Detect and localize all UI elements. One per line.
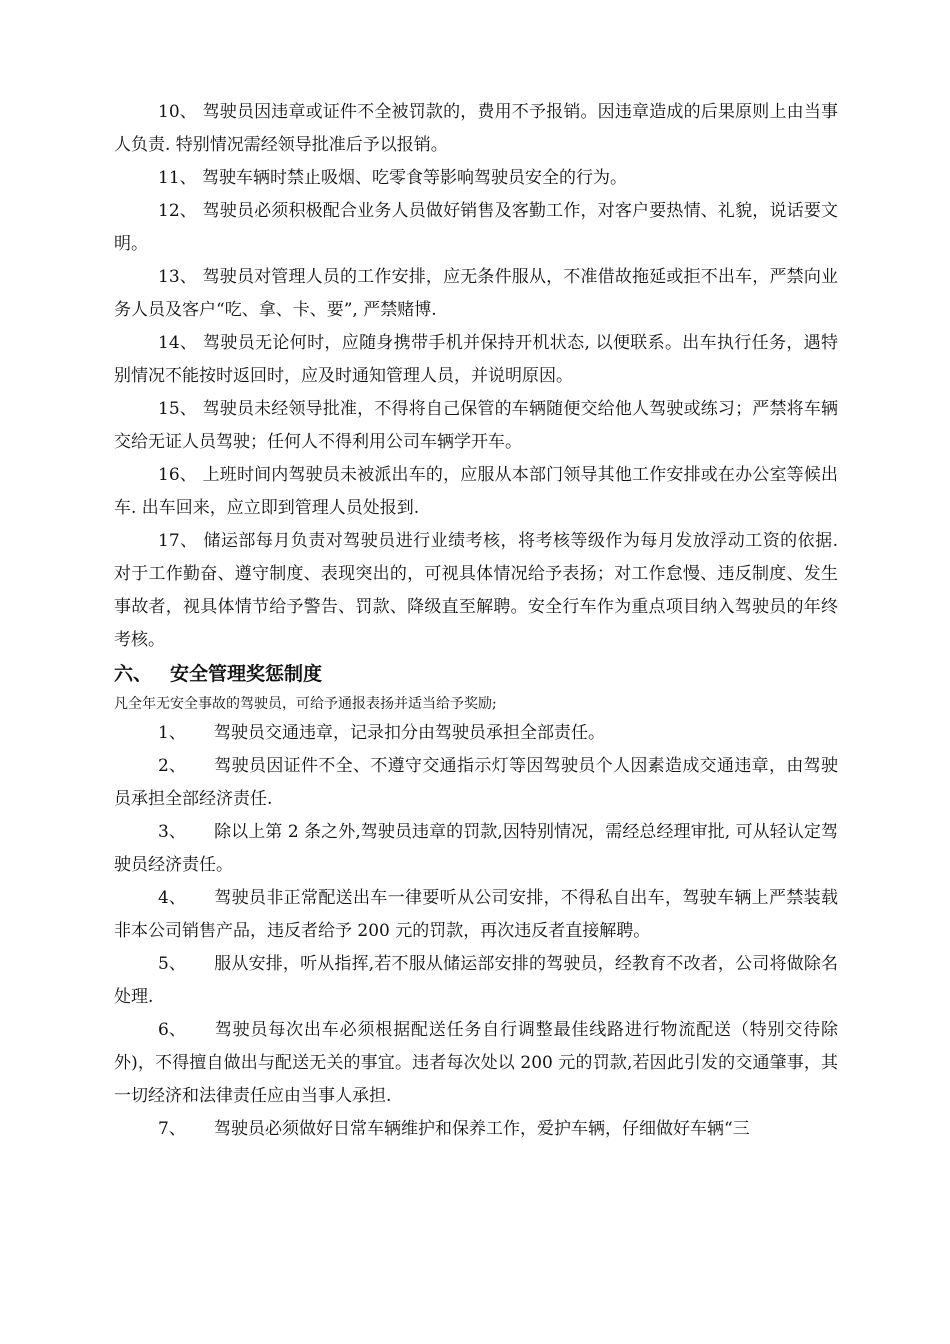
section-heading bbox=[114, 657, 838, 691]
rule-number: 12、 bbox=[158, 201, 197, 221]
item-text: 驾驶员交通违章，记录扣分由驾驶员承担全部责任。 bbox=[214, 723, 605, 743]
item-text: 驾驶员每次出车必须根据配送任务自行调整最佳线路进行物流配送（特别交待除外)，不得擅自做出与配送无关的事宜。违者每次处以 200 元的罚款,若因此引发的交通肇事，其一切经济和法律责任应由当事人承担. bbox=[114, 1020, 838, 1106]
item-text: 驾驶员非正常配送出车一律要听从公司安排，不得私自出车，驾驶车辆上严禁装载非本公司销售产品，违反者给予 200 元的罚款，再次违反者直接解聘。 bbox=[114, 888, 838, 941]
item-text: 服从安排，听从指挥,若不服从储运部安排的驾驶员，经教育不改者，公司将做除名处理. bbox=[114, 954, 838, 1007]
rule-number: 15、 bbox=[158, 399, 197, 419]
item-4 bbox=[114, 882, 838, 948]
section-number: 六、 bbox=[114, 663, 153, 685]
rule-10 bbox=[114, 96, 838, 162]
rule-15 bbox=[114, 393, 838, 459]
rule-13 bbox=[114, 261, 838, 327]
rule-number: 17、 bbox=[158, 531, 198, 551]
rule-text: 驾驶车辆时禁止吸烟、吃零食等影响驾驶员安全的行为。 bbox=[196, 168, 628, 188]
rule-17 bbox=[114, 525, 838, 657]
rule-14 bbox=[114, 327, 838, 393]
item-number: 3、 bbox=[158, 822, 186, 842]
rule-number: 13、 bbox=[158, 267, 197, 287]
rule-11 bbox=[114, 162, 838, 195]
item-7 bbox=[114, 1113, 838, 1146]
rule-16 bbox=[114, 459, 838, 525]
item-number: 5、 bbox=[158, 954, 186, 974]
rule-number: 11、 bbox=[158, 168, 197, 188]
section-intro: 凡全年无安全事故的驾驶员，可给予通报表扬并适当给予奖励; bbox=[114, 696, 497, 712]
rule-number: 16、 bbox=[158, 465, 197, 485]
document-body bbox=[114, 96, 838, 1146]
rule-12 bbox=[114, 195, 838, 261]
item-5 bbox=[114, 948, 838, 1014]
rule-text: 驾驶员无论何时，应随身携带手机并保持开机状态, 以便联系。出车执行任务，遇特别情况不能按时返回时，应及时通知管理人员，并说明原因。 bbox=[114, 333, 838, 386]
item-number: 2、 bbox=[158, 756, 186, 776]
item-number: 6、 bbox=[158, 1020, 186, 1040]
rule-text: 上班时间内驾驶员未被派出车的，应服从本部门领导其他工作安排或在办公室等候出车. 出车回来，应立即到管理人员处报到. bbox=[114, 465, 838, 518]
rule-text: 驾驶员因违章或证件不全被罚款的，费用不予报销。因违章造成的后果原则上由当事人负责. 特别情况需经领导批准后予以报销。 bbox=[114, 102, 838, 155]
rule-number: 14、 bbox=[158, 333, 198, 353]
rule-number: 10、 bbox=[158, 102, 197, 122]
rule-text: 驾驶员未经领导批准，不得将自己保管的车辆随便交给他人驾驶或练习；严禁将车辆交给无证人员驾驶；任何人不得利用公司车辆学开车。 bbox=[114, 399, 838, 452]
item-2 bbox=[114, 750, 838, 816]
section-title: 安全管理奖惩制度 bbox=[170, 663, 323, 685]
item-text: 驾驶员因证件不全、不遵守交通指示灯等因驾驶员个人因素造成交通违章，由驾驶员承担全部经济责任. bbox=[114, 756, 838, 809]
item-3 bbox=[114, 816, 838, 882]
item-text: 驾驶员必须做好日常车辆维护和保养工作，爱护车辆，仔细做好车辆“三 bbox=[214, 1119, 750, 1139]
item-number: 1、 bbox=[158, 723, 186, 743]
item-number: 7、 bbox=[158, 1119, 186, 1139]
item-6 bbox=[114, 1014, 838, 1113]
rule-text: 储运部每月负责对驾驶员进行业绩考核，将考核等级作为每月发放浮动工资的依据. 对于工作勤奋、遵守制度、表现突出的，可视具体情况给予表扬；对工作怠慢、违反制度、发生事故者，视具体情节给予警告、罚款、降级直至解聘。安全行车作为重点项目纳入驾驶员的年终考核。 bbox=[114, 531, 838, 650]
rule-text: 驾驶员对管理人员的工作安排，应无条件服从，不准借故拖延或拒不出车，严禁向业务人员及客户“吃、拿、卡、要”, 严禁赌博. bbox=[114, 267, 838, 320]
item-text: 除以上第 2 条之外,驾驶员违章的罚款,因特别情况，需经总经理审批, 可从轻认定驾驶员经济责任。 bbox=[114, 822, 838, 875]
item-number: 4、 bbox=[158, 888, 186, 908]
rule-text: 驾驶员必须积极配合业务人员做好销售及客勤工作，对客户要热情、礼貌，说话要文明。 bbox=[114, 201, 838, 254]
item-1 bbox=[114, 717, 838, 750]
